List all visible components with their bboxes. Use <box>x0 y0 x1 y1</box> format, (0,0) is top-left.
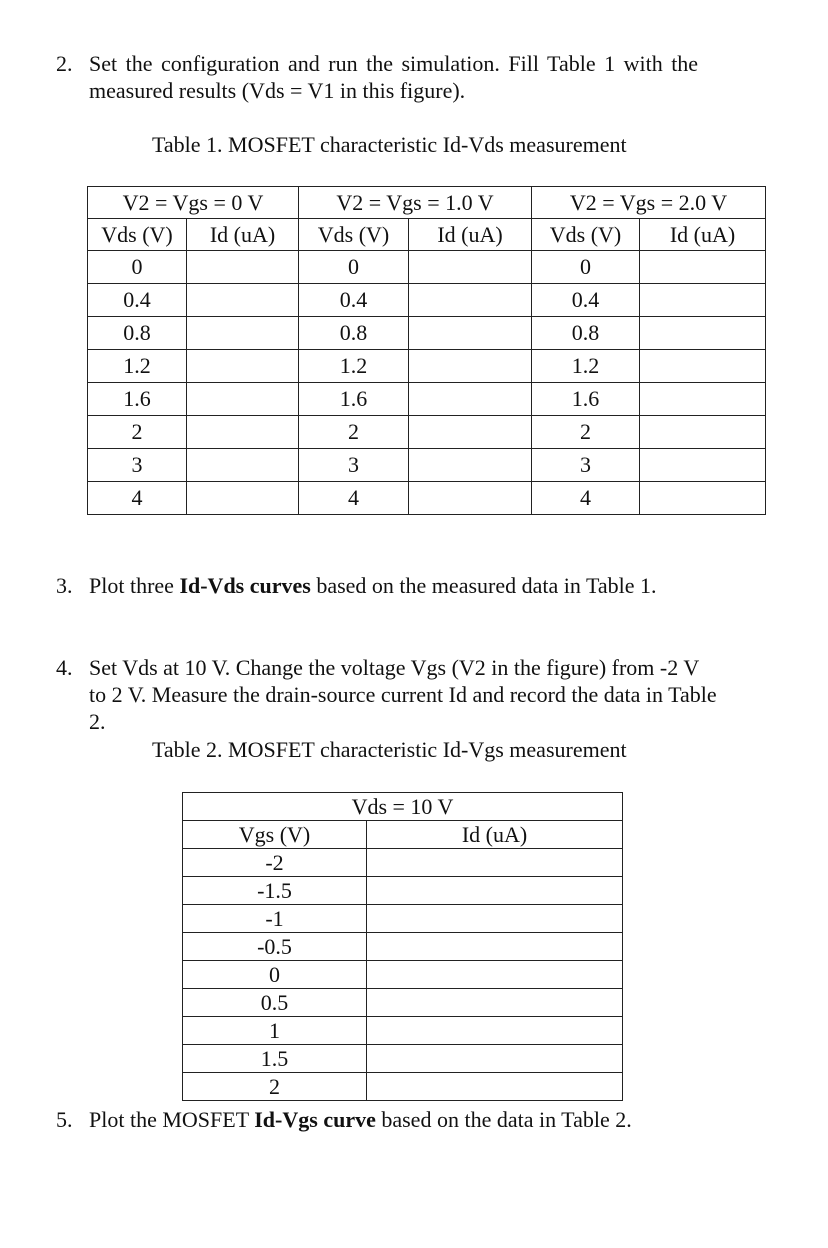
id-input-cell[interactable] <box>640 251 766 284</box>
vgs-cell: 1 <box>183 1017 367 1045</box>
vds-cell: 0.8 <box>532 317 640 350</box>
vds-cell: 4 <box>88 482 187 515</box>
vds-cell: 1.2 <box>299 350 409 383</box>
table-1-id-vds <box>87 186 766 515</box>
table-row <box>183 877 623 905</box>
id-input-cell[interactable] <box>409 350 532 383</box>
id-input-cell[interactable] <box>640 416 766 449</box>
id-input-cell[interactable] <box>187 317 299 350</box>
id-input-cell[interactable] <box>187 416 299 449</box>
id-input-cell[interactable] <box>187 251 299 284</box>
table-row <box>183 849 623 877</box>
col-header-vgs: Vgs (V) <box>183 821 367 849</box>
vds-cell: 0.8 <box>299 317 409 350</box>
table-row <box>88 284 766 317</box>
table-row <box>183 933 623 961</box>
vds-cell: 4 <box>299 482 409 515</box>
vds-cell: 3 <box>532 449 640 482</box>
id-input-cell[interactable] <box>367 877 623 905</box>
vds-cell: 3 <box>299 449 409 482</box>
instruction-4-line-3: 2. <box>89 709 106 734</box>
id-input-cell[interactable] <box>640 482 766 515</box>
table-row <box>88 416 766 449</box>
id-input-cell[interactable] <box>187 350 299 383</box>
item-number: 3. <box>56 573 73 598</box>
instruction-4-line-1: Set Vds at 10 V. Change the voltage Vgs (V2 in the figure) from -2 V <box>89 655 700 680</box>
vds-cell: 1.6 <box>88 383 187 416</box>
vgs-cell: -2 <box>183 849 367 877</box>
id-input-cell[interactable] <box>367 961 623 989</box>
vds-cell: 0.4 <box>299 284 409 317</box>
id-input-cell[interactable] <box>409 449 532 482</box>
table-row <box>183 1017 623 1045</box>
table-2-id-vgs <box>182 792 623 1101</box>
id-input-cell[interactable] <box>640 284 766 317</box>
table-1-column-row <box>88 219 766 251</box>
table-2-header-row <box>183 793 623 821</box>
item-number: 2. <box>56 51 73 76</box>
table-row <box>88 383 766 416</box>
id-input-cell[interactable] <box>367 989 623 1017</box>
vds-cell: 2 <box>299 416 409 449</box>
table-row <box>183 905 623 933</box>
id-input-cell[interactable] <box>367 1017 623 1045</box>
vds-cell: 0 <box>532 251 640 284</box>
table-row <box>183 1045 623 1073</box>
table-row <box>88 251 766 284</box>
vds-cell: 0 <box>88 251 187 284</box>
instruction-5-text: Plot the MOSFET <box>89 1107 255 1132</box>
id-input-cell[interactable] <box>409 482 532 515</box>
id-input-cell[interactable] <box>409 383 532 416</box>
col-header-id: Id (uA) <box>409 219 532 251</box>
vds-cell: 0.8 <box>88 317 187 350</box>
group-header-vgs-0: V2 = Vgs = 0 V <box>88 187 299 219</box>
table-row <box>183 961 623 989</box>
vgs-cell: 1.5 <box>183 1045 367 1073</box>
vds-cell: 2 <box>88 416 187 449</box>
group-header-vgs-2: V2 = Vgs = 2.0 V <box>532 187 766 219</box>
col-header-id: Id (uA) <box>640 219 766 251</box>
instruction-3-text-end: based on the measured data in Table 1. <box>310 573 657 598</box>
id-input-cell[interactable] <box>409 416 532 449</box>
id-input-cell[interactable] <box>409 317 532 350</box>
id-input-cell[interactable] <box>187 449 299 482</box>
id-input-cell[interactable] <box>640 383 766 416</box>
table-row <box>183 1073 623 1101</box>
vds-cell: 1.2 <box>532 350 640 383</box>
vds-condition-header: Vds = 10 V <box>183 793 623 821</box>
id-input-cell[interactable] <box>367 1073 623 1101</box>
col-header-vds: Vds (V) <box>88 219 187 251</box>
item-number: 4. <box>56 655 73 680</box>
id-input-cell[interactable] <box>187 284 299 317</box>
table-2-column-row <box>183 821 623 849</box>
table-row <box>88 449 766 482</box>
id-input-cell[interactable] <box>367 1045 623 1073</box>
table-row <box>88 317 766 350</box>
id-input-cell[interactable] <box>640 317 766 350</box>
vgs-cell: 2 <box>183 1073 367 1101</box>
table-row <box>183 989 623 1017</box>
vds-cell: 3 <box>88 449 187 482</box>
table-1-caption: Table 1. MOSFET characteristic Id-Vds measurement <box>152 132 627 157</box>
vds-cell: 1.6 <box>532 383 640 416</box>
table-row <box>88 482 766 515</box>
table-1-group-row <box>88 187 766 219</box>
instruction-5-text-end: based on the data in Table 2. <box>375 1107 632 1132</box>
vds-cell: 1.2 <box>88 350 187 383</box>
col-header-vds: Vds (V) <box>299 219 409 251</box>
id-input-cell[interactable] <box>409 251 532 284</box>
id-input-cell[interactable] <box>367 905 623 933</box>
col-header-id: Id (uA) <box>367 821 623 849</box>
vds-cell: 1.6 <box>299 383 409 416</box>
vgs-cell: -1.5 <box>183 877 367 905</box>
table-2-caption: Table 2. MOSFET characteristic Id-Vgs measurement <box>152 737 627 762</box>
table-row <box>88 350 766 383</box>
instruction-5-bold: Id-Vgs curve <box>254 1107 376 1132</box>
id-input-cell[interactable] <box>187 482 299 515</box>
vgs-cell: 0 <box>183 961 367 989</box>
instruction-2-line-2: measured results (Vds = V1 in this figure). <box>89 78 466 103</box>
group-header-vgs-1: V2 = Vgs = 1.0 V <box>299 187 532 219</box>
col-header-vds: Vds (V) <box>532 219 640 251</box>
instruction-4-line-2: to 2 V. Measure the drain-source current Id and record the data in Table <box>89 682 717 707</box>
item-number: 5. <box>56 1107 73 1132</box>
vds-cell: 0.4 <box>532 284 640 317</box>
id-input-cell[interactable] <box>640 449 766 482</box>
col-header-id: Id (uA) <box>187 219 299 251</box>
id-input-cell[interactable] <box>409 284 532 317</box>
vds-cell: 2 <box>532 416 640 449</box>
vgs-cell: 0.5 <box>183 989 367 1017</box>
vds-cell: 4 <box>532 482 640 515</box>
id-input-cell[interactable] <box>640 350 766 383</box>
instruction-2-line-1: Set the configuration and run the simulation. Fill Table 1 with the <box>89 51 699 76</box>
instruction-3-bold: Id-Vds curves <box>179 573 311 598</box>
vds-cell: 0.4 <box>88 284 187 317</box>
vgs-cell: -1 <box>183 905 367 933</box>
id-input-cell[interactable] <box>187 383 299 416</box>
id-input-cell[interactable] <box>367 933 623 961</box>
id-input-cell[interactable] <box>367 849 623 877</box>
instruction-3-text: Plot three <box>89 573 180 598</box>
vds-cell: 0 <box>299 251 409 284</box>
vgs-cell: -0.5 <box>183 933 367 961</box>
